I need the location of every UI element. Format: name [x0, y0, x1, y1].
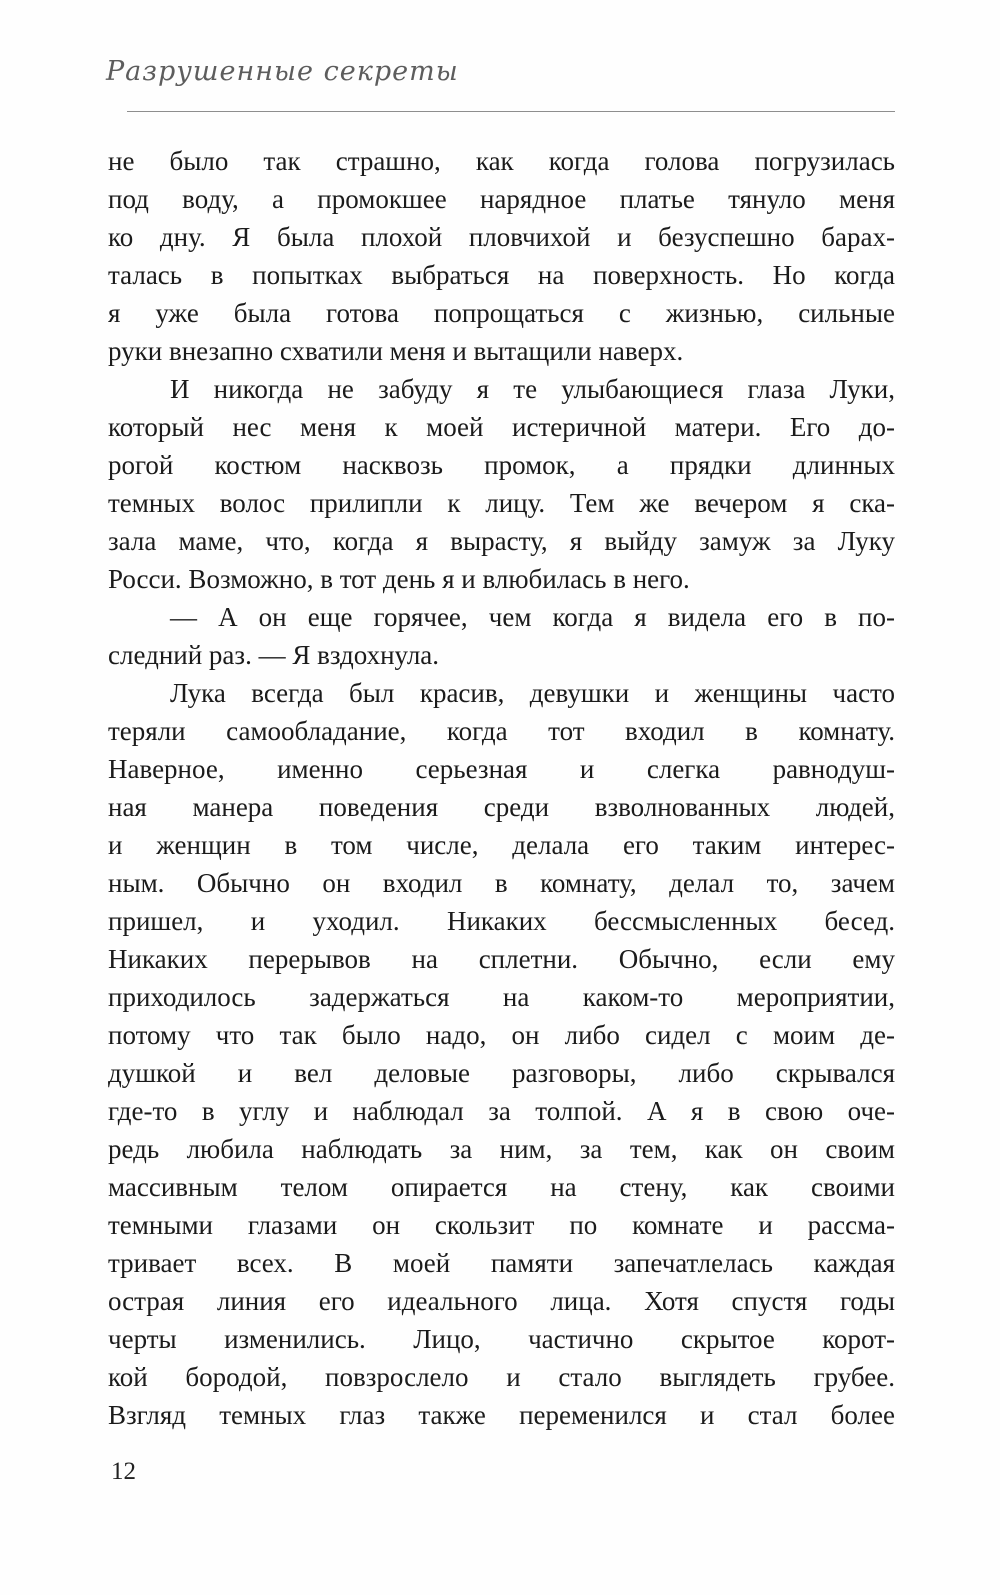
text-line: — А он еще горячее, чем когда я видела его в по-	[170, 602, 895, 632]
text-line: острая линия его идеального лица. Хотя спустя годы	[108, 1286, 895, 1316]
text-line: массивным телом опирается на стену, как своими	[108, 1172, 895, 1202]
text-line: следний раз. — Я вздохнула.	[108, 640, 440, 670]
header-rule	[127, 111, 895, 112]
text-line: ным. Обычно он входил в комнату, делал то, зачем	[108, 868, 895, 898]
text-line: я уже была готова попрощаться с жизнью, сильные	[108, 298, 895, 328]
page-body-text	[108, 142, 895, 1434]
text-line: пришел, и уходил. Никаких бессмысленных бесед.	[108, 906, 895, 936]
text-line: Взгляд темных глаз также переменился и стал более	[108, 1400, 895, 1430]
text-line: Лука всегда был красив, девушки и женщины часто	[170, 678, 895, 708]
text-line: руки внезапно схватили меня и вытащили наверх.	[108, 336, 684, 366]
text-line: черты изменились. Лицо, частично скрытое корот-	[108, 1324, 895, 1354]
text-line: приходилось задержаться на каком-то мероприятии,	[108, 982, 895, 1012]
text-line: талась в попытках выбраться на поверхность. Но когда	[108, 260, 895, 290]
text-line: где-то в углу и наблюдал за толпой. А я в свою оче-	[108, 1096, 895, 1126]
running-header-title: Разрушенные секреты	[106, 56, 459, 87]
text-line: темных волос прилипли к лицу. Тем же вечером я ска-	[108, 488, 895, 518]
text-line: рогой костюм насквозь промок, а прядки длинных	[108, 450, 895, 480]
text-line: ная манера поведения среди взволнованных людей,	[108, 792, 895, 822]
text-line: темными глазами он скользит по комнате и рассма-	[108, 1210, 895, 1240]
text-line: Наверное, именно серьезная и слегка равнодуш-	[108, 754, 895, 784]
text-line: кой бородой, повзрослело и стало выглядеть грубее.	[108, 1362, 895, 1392]
text-line: потому что так было надо, он либо сидел с моим де-	[108, 1020, 895, 1050]
text-line: под воду, а промокшее нарядное платье тянуло меня	[108, 184, 895, 214]
text-line: душкой и вел деловые разговоры, либо скрывался	[108, 1058, 895, 1088]
text-line: И никогда не забуду я те улыбающиеся глаза Луки,	[170, 374, 895, 404]
text-line: Росси. Возможно, в тот день я и влюбилась в него.	[108, 564, 690, 594]
text-line: ко дну. Я была плохой пловчихой и безуспешно барах-	[108, 222, 895, 252]
page-number: 12	[111, 1458, 136, 1485]
text-line: не было так страшно, как когда голова погрузилась	[108, 146, 895, 176]
text-line: тривает всех. В моей памяти запечатлелась каждая	[108, 1248, 895, 1278]
text-line: который нес меня к моей истеричной матери. Его до-	[108, 412, 895, 442]
text-line: и женщин в том числе, делала его таким интерес-	[108, 830, 895, 860]
text-line: зала маме, что, когда я вырасту, я выйду замуж за Луку	[108, 526, 895, 556]
text-line: теряли самообладание, когда тот входил в комнату.	[108, 716, 895, 746]
text-line: Никаких перерывов на сплетни. Обычно, если ему	[108, 944, 895, 974]
text-line: редь любила наблюдать за ним, за тем, как он своим	[108, 1134, 895, 1164]
